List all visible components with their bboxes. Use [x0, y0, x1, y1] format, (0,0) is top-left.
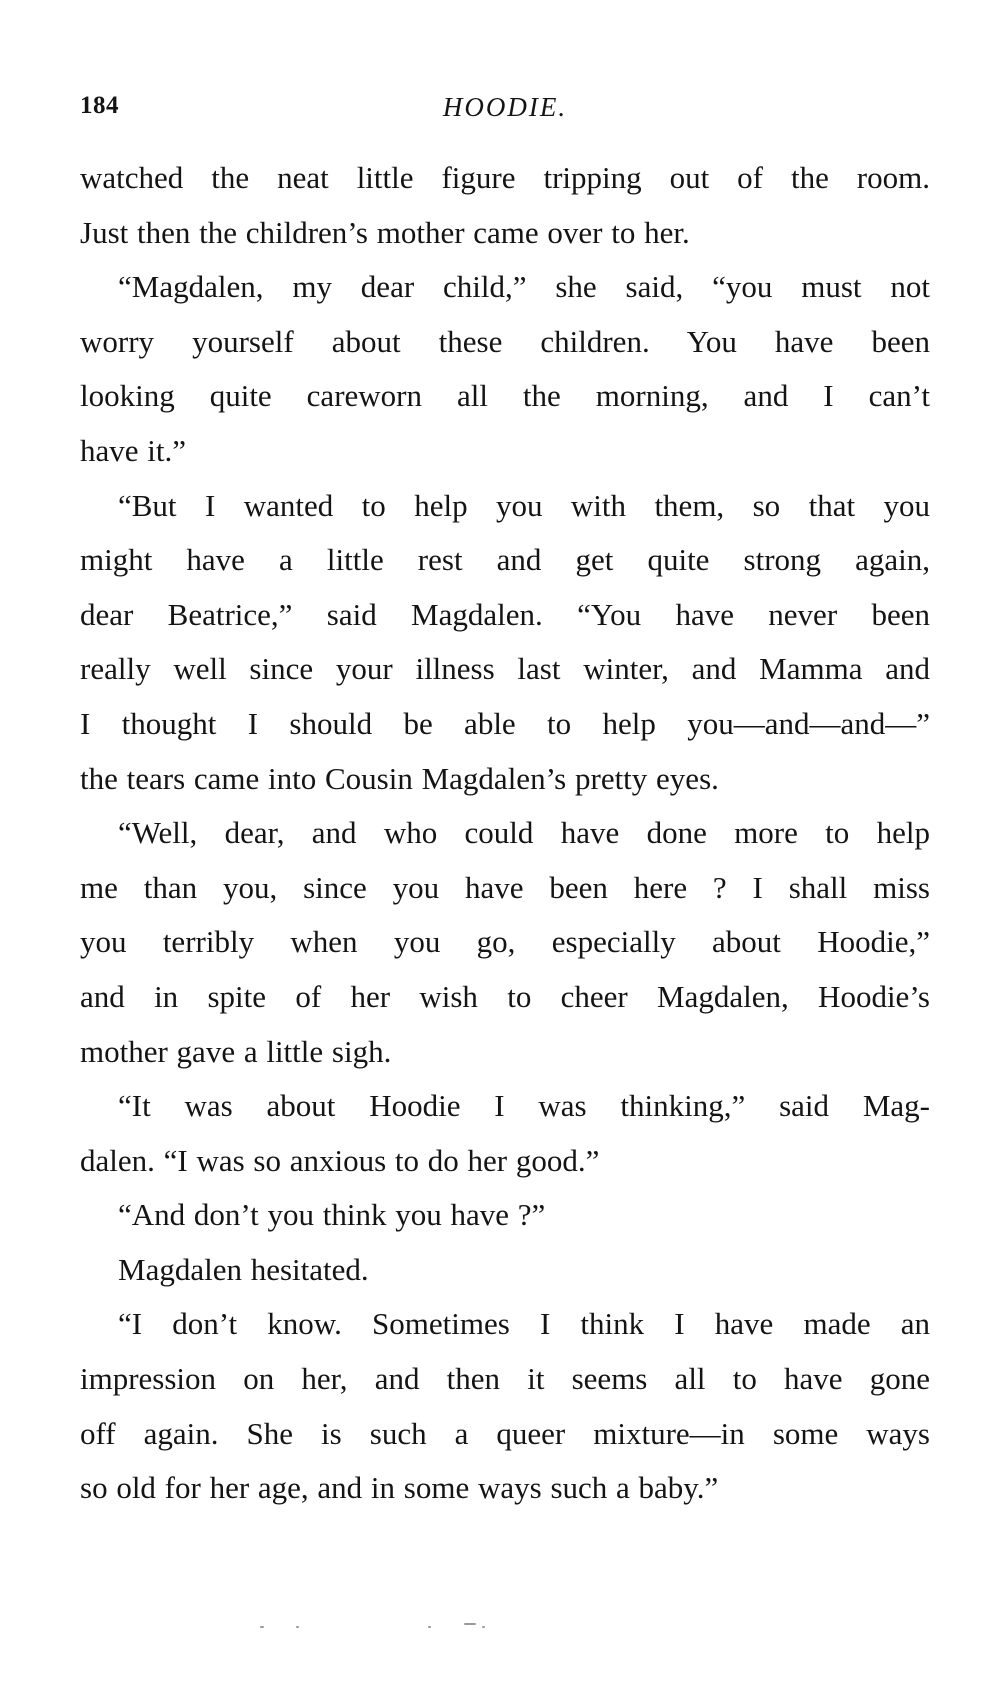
text-line: impression on her, and then it seems all to have gone: [80, 1361, 930, 1397]
text-line: “But I wanted to help you with them, so that you: [118, 487, 930, 523]
paragraph: [80, 806, 930, 1079]
paragraph: [80, 1297, 930, 1515]
paragraph: [80, 260, 930, 478]
text-line: “And don’t you think you have ?”: [118, 1197, 546, 1233]
text-line: Magdalen hesitated.: [118, 1251, 369, 1287]
text-line: “It was about Hoodie I was thinking,” said Mag-: [118, 1088, 930, 1124]
text-line: me than you, since you have been here ? I shall miss: [80, 869, 930, 905]
text-line: have it.”: [80, 432, 187, 468]
text-line: “Well, dear, and who could have done more to help: [118, 815, 930, 851]
print-speck: [464, 1623, 476, 1625]
text-line: worry yourself about these children. You have been: [80, 323, 930, 359]
text-line: “I don’t know. Sometimes I think I have made an: [118, 1306, 930, 1342]
text-line: and in spite of her wish to cheer Magdalen, Hoodie’s: [80, 978, 930, 1014]
print-speck: [428, 1626, 431, 1628]
text-line: really well since your illness last winter, and Mamma and: [80, 651, 930, 687]
text-line: dalen. “I was so anxious to do her good.”: [80, 1142, 600, 1178]
text-line: so old for her age, and in some ways such a baby.”: [80, 1470, 719, 1506]
paragraph: [80, 1079, 930, 1188]
text-line: the tears came into Cousin Magdalen’s pretty eyes.: [80, 760, 719, 796]
text-line: “Magdalen, my dear child,” she said, “you must not: [118, 269, 930, 305]
paragraph: [80, 479, 930, 807]
text-line: I thought I should be able to help you—and—and—”: [80, 705, 930, 741]
paragraph: [80, 1188, 930, 1243]
print-speck: [296, 1626, 299, 1628]
page-number: 184: [80, 92, 119, 119]
text-line: you terribly when you go, especially about Hoodie,”: [80, 924, 930, 960]
text-line: watched the neat little figure tripping out of the room.: [80, 160, 930, 195]
text-line: mother gave a little sigh.: [80, 1033, 392, 1069]
text-line: Just then the children’s mother came over to her.: [80, 214, 690, 250]
text-line: dear Beatrice,” said Magdalen. “You have never been: [80, 596, 930, 632]
text-line: off again. She is such a queer mixture—in some ways: [80, 1415, 930, 1451]
text-line: might have a little rest and get quite strong again,: [80, 542, 930, 578]
running-title: HOODIE.: [442, 92, 568, 122]
print-speck: [260, 1626, 264, 1628]
page-header: [80, 92, 930, 132]
print-speck: [482, 1626, 485, 1628]
text-line: looking quite careworn all the morning, and I can’t: [80, 378, 930, 414]
paragraph: [80, 1243, 930, 1298]
body-text: [80, 151, 930, 1516]
paragraph: [80, 151, 930, 260]
print-specks: [260, 1620, 520, 1632]
